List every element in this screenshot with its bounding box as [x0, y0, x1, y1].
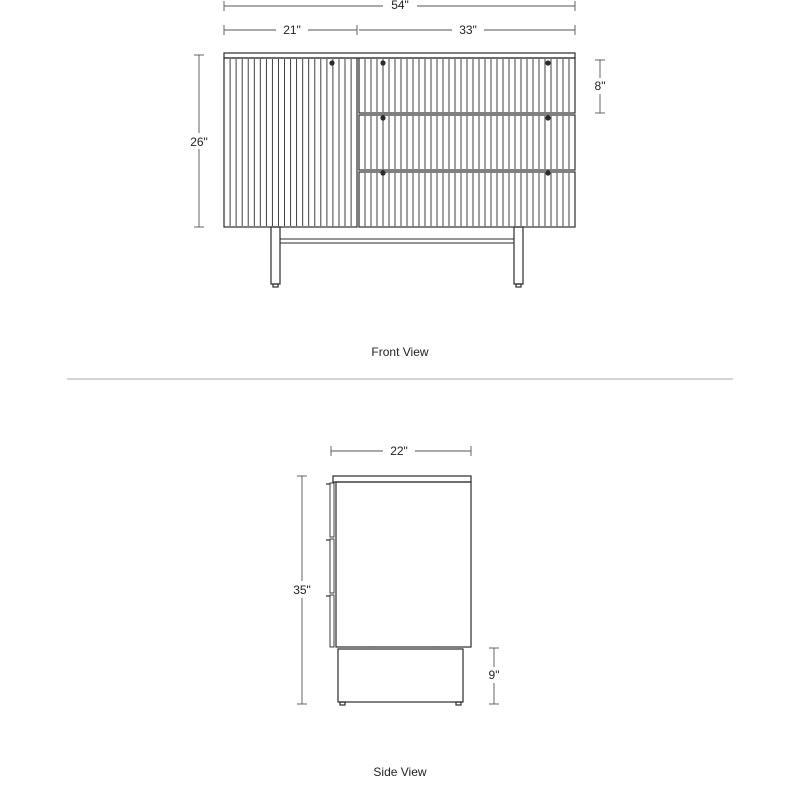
drawer-knob-icon [545, 60, 550, 65]
dim-cabinet-height: 26" [190, 135, 208, 149]
drawer-knob-icon [545, 170, 550, 175]
side-body [336, 482, 471, 647]
front-top-slab [224, 53, 575, 58]
side-top-slab [333, 476, 471, 482]
drawer-knob-icon [380, 60, 385, 65]
front-flutes [230, 59, 569, 226]
drawer-knob-icon [380, 115, 385, 120]
front-view-label: Front View [371, 345, 429, 359]
dim-overall-height: 35" [293, 583, 311, 597]
side-view-label: Side View [373, 765, 427, 779]
dim-left-section-width: 21" [283, 23, 301, 37]
front-cabinet [224, 53, 575, 287]
dim-depth: 22" [390, 444, 408, 458]
side-drawer-front-2 [330, 539, 334, 593]
side-base-frame [338, 649, 463, 702]
dim-right-section-width: 33" [459, 23, 477, 37]
dim-drawer-height: 8" [594, 79, 606, 93]
drawer-knob-icon [545, 115, 550, 120]
dim-overall-width: 54" [391, 0, 409, 12]
side-drawer-front-1 [330, 483, 334, 537]
front-base-frame [271, 227, 523, 287]
side-cabinet [326, 476, 471, 705]
dim-leg-height: 9" [488, 668, 500, 682]
door-knob-icon [329, 60, 334, 65]
drawer-knob-icon [380, 170, 385, 175]
side-drawer-front-3 [330, 595, 334, 647]
